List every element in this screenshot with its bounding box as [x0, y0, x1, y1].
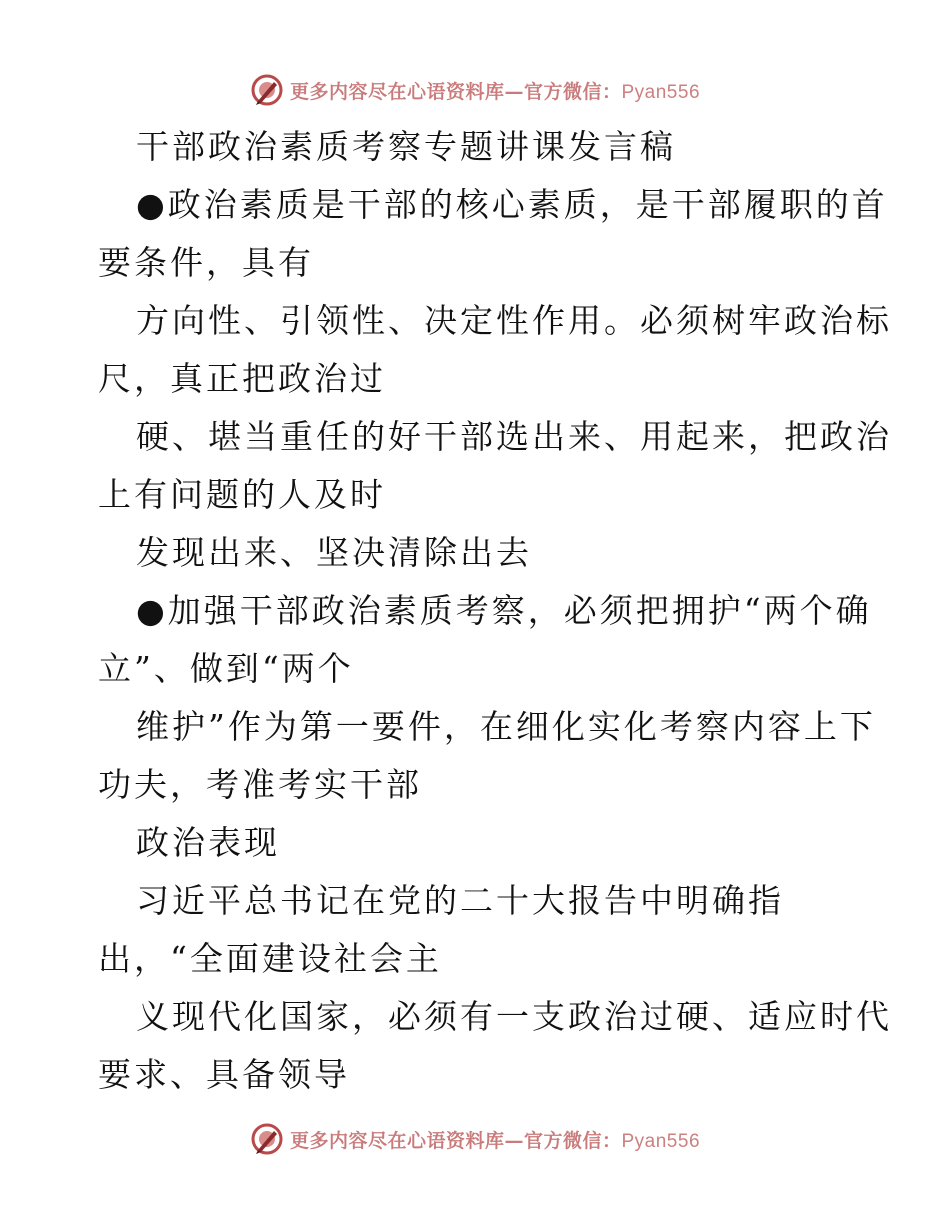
footer-watermark-text: 更多内容尽在心语资料库—官方微信：Pyan556: [289, 1129, 701, 1152]
text-line: 尺，真正把政治过: [98, 359, 386, 398]
document-title: 干部政治素质考察专题讲课发言稿: [136, 127, 676, 166]
text-line: 要条件，具有: [98, 243, 314, 282]
text-line: 要求、具备领导: [98, 1055, 350, 1094]
text-line: 发现出来、坚决清除出去: [136, 533, 532, 572]
pen-circle-logo-icon: [250, 1122, 284, 1156]
text-line: 上有问题的人及时: [98, 475, 386, 514]
text-line: 习近平总书记在党的二十大报告中明确指: [136, 881, 784, 920]
text-line: 立”、做到“两个: [98, 649, 354, 688]
pen-circle-logo-icon: [250, 73, 284, 107]
footer-watermark-banner: [0, 1119, 950, 1159]
text-line: 出，“全面建设社会主: [98, 939, 442, 978]
text-line: 维护”作为第一要件，在细化实化考察内容上下: [136, 707, 876, 746]
text-line: 政治表现: [136, 823, 280, 862]
text-line: 硬、堪当重任的好干部选出来、用起来，把政治: [136, 417, 892, 456]
text-line: 功夫，考准考实干部: [98, 765, 422, 804]
text-line: 方向性、引领性、决定性作用。必须树牢政治标: [136, 301, 892, 340]
header-watermark-text: 更多内容尽在心语资料库—官方微信：Pyan556: [289, 80, 701, 103]
header-watermark-banner: [0, 70, 950, 110]
text-line: ●政治素质是干部的核心素质，是干部履职的首: [136, 185, 888, 224]
text-line: 义现代化国家，必须有一支政治过硬、适应时代: [136, 997, 892, 1036]
text-line: ●加强干部政治素质考察，必须把拥护“两个确: [136, 591, 872, 630]
